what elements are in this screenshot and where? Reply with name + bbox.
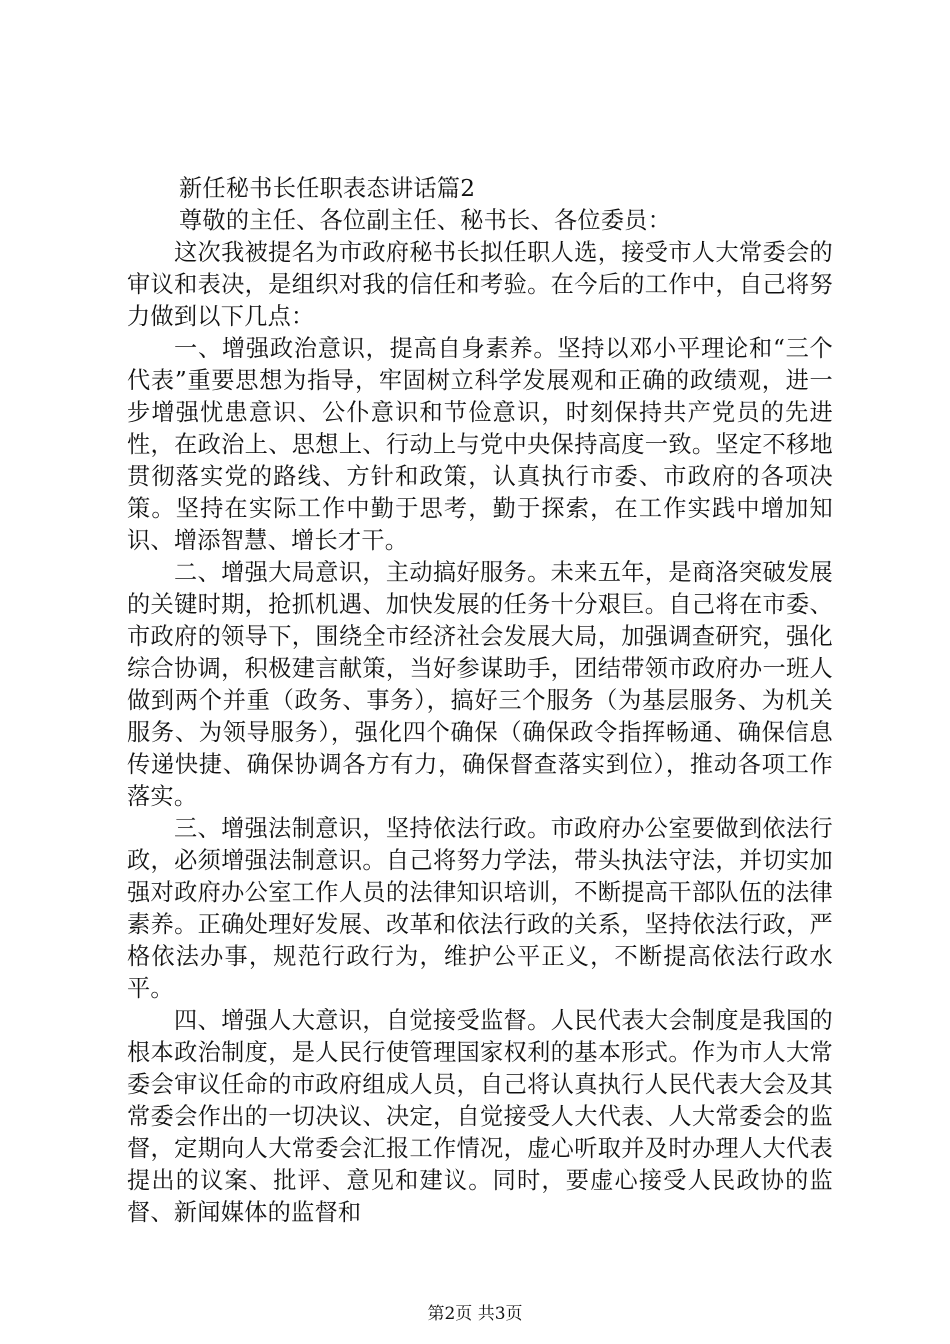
paragraph-npc-awareness: 四、增强人大意识，自觉接受监督。人民代表大会制度是我国的根本政治制度，是人民行使管理国家权利的基本形式。作为市人大常委会审议任命的市政府组成人员，自己将认真执行人民代表大会及其常委会作出的一切决议、决定，自觉接受人大代表、人大常委会的监督，定期向人大常委会汇报工作情况，虚心听取并及时办理人大代表提出的议案、批评、意见和建议。同时，要虚心接受人民政协的监督、新闻媒体的监督和: [127, 1007, 833, 1226]
paragraph-intro: 这次我被提名为市政府秘书长拟任职人选，接受市人大常委会的审议和表决，是组织对我的信任和考验。在今后的工作中，自己将努力做到以下几点：: [127, 239, 833, 330]
document-title: 新任秘书长任职表态讲话篇2: [179, 175, 476, 202]
paragraph-legal-awareness: 三、增强法制意识，坚持依法行政。市政府办公室要做到依法行政，必须增强法制意识。自己将努力学法，带头执法守法，并切实加强对政府办公室工作人员的法律知识培训，不断提高干部队伍的法律素养。正确处理好发展、改革和依法行政的关系，坚持依法行政，严格依法办事，规范行政行为，维护公平正义，不断提高依法行政水平。: [127, 815, 833, 1002]
paragraph-political-awareness: 一、增强政治意识，提高自身素养。坚持以邓小平理论和“三个代表”重要思想为指导，牢固树立科学发展观和正确的政绩观，进一步增强忧患意识、公仆意识和节俭意识，时刻保持共产党员的先进性，在政治上、思想上、行动上与党中央保持高度一致。坚定不移地贯彻落实党的路线、方针和政策，认真执行市委、市政府的各项决策。坚持在实际工作中勤于思考，勤于探索，在工作实践中增加知识、增添智慧、增长才干。: [127, 335, 833, 554]
page-number-footer: 第2页 共3页: [427, 1304, 523, 1324]
paragraph-overall-awareness: 二、增强大局意识，主动搞好服务。未来五年，是商洛突破发展的关键时期，抢抓机遇、加快发展的任务十分艰巨。自己将在市委、市政府的领导下，围绕全市经济社会发展大局，加强调查研究，强化综合协调，积极建言献策，当好参谋助手，团结带领市政府办一班人做到两个并重（政务、事务），搞好三个服务（为基层服务、为机关服务、为领导服务），强化四个确保（确保政令指挥畅通、确保信息传递快捷、确保协调各方有力，确保督查落实到位），推动各项工作落实。: [127, 559, 833, 810]
document-body: [127, 173, 833, 1229]
salutation: 尊敬的主任、各位副主任、秘书长、各位委员：: [179, 207, 672, 234]
